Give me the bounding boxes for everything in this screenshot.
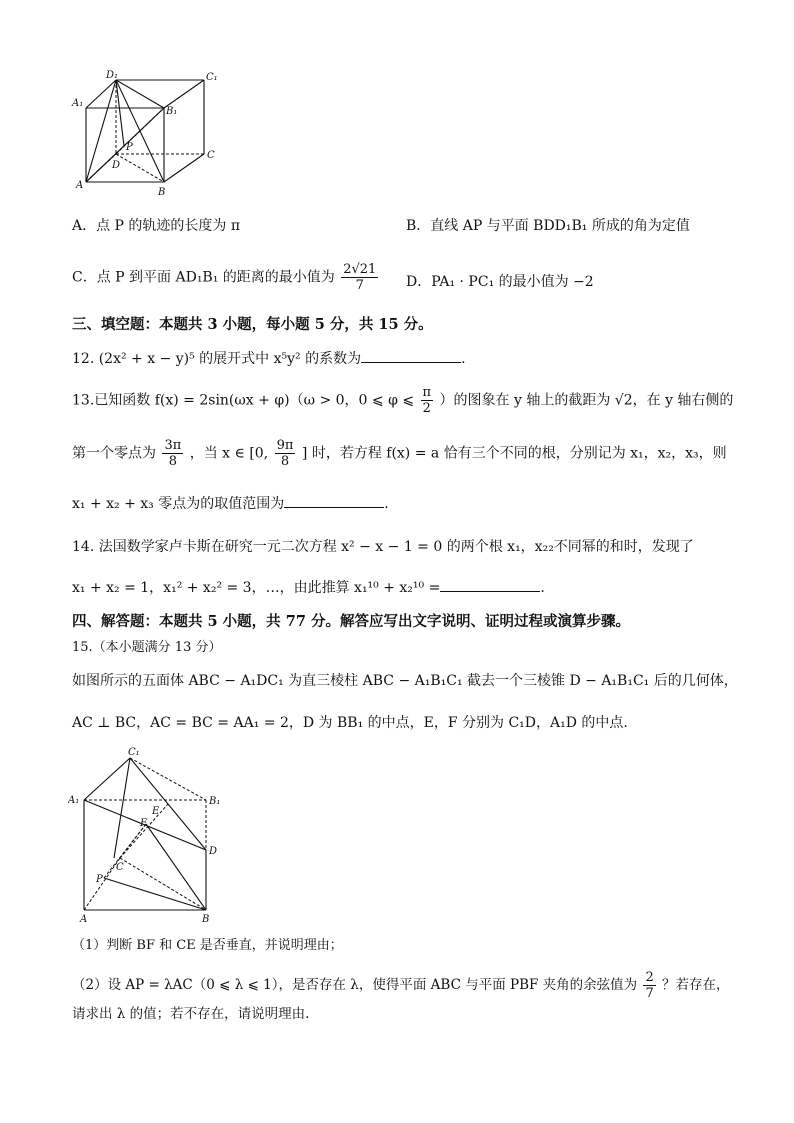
section-4-title: 四、解答题：本题共 5 小题，共 77 分。解答应写出文字说明、证明过程或演算步骤。 xyxy=(72,613,630,630)
q13-fraction-3pi-8 xyxy=(162,438,183,469)
fraction-denominator: 2 xyxy=(422,401,431,416)
question-15-head: 15.（本小题满分 13 分） xyxy=(72,640,222,655)
q15-part2-pre: （2）设 AP = λAC（0 ⩽ λ ⩽ 1），是否存在 λ，使得平面 ABC 与平面 PBF 夹角的余弦值为 xyxy=(72,977,638,993)
label-B1: B₁ xyxy=(209,796,221,807)
q15-part2-post: ？若存在， xyxy=(662,977,730,993)
q13-line1-pre: 13.已知函数 f(x) = 2sin(ωx + φ)（ω > 0，0 ⩽ φ ⩽ xyxy=(72,392,415,409)
label-F: F xyxy=(140,818,147,829)
question-14-line2 xyxy=(72,577,545,598)
q13-line1-post: ）的图象在 y 轴上的截距为 √2，在 y 轴右侧的 xyxy=(439,392,734,409)
label-A1: A₁ xyxy=(68,795,80,806)
question-12 xyxy=(72,348,466,369)
label-E: E xyxy=(152,806,160,817)
question-15-part1: （1）判断 BF 和 CE 是否垂直，并说明理由； xyxy=(72,938,343,953)
fraction-numerator: 9π xyxy=(276,438,294,453)
q13-end: . xyxy=(384,496,389,512)
q13-line2-pre: 第一个零点为 xyxy=(72,445,156,462)
q13-fraction-pi-2 xyxy=(421,385,434,416)
fraction-numerator: 2 xyxy=(645,970,654,985)
label-B: B xyxy=(202,914,210,925)
label-A: A xyxy=(80,914,88,925)
fraction-denominator: 7 xyxy=(645,986,654,1001)
q14-end: . xyxy=(540,580,545,596)
fraction-numerator: 3π xyxy=(164,438,182,453)
label-A: A xyxy=(76,180,84,191)
label-C1: C₁ xyxy=(128,747,140,758)
question-13-line1 xyxy=(72,385,733,416)
fraction-denominator: 8 xyxy=(168,454,177,469)
label-P: P xyxy=(96,874,103,885)
option-c-fraction xyxy=(341,262,378,293)
answer-blank-12[interactable] xyxy=(361,348,461,363)
fraction-denominator: 8 xyxy=(280,454,290,469)
answer-blank-14[interactable] xyxy=(440,577,540,592)
q14-line2-text: x₁ + x₂ = 1，x₁² + x₂² = 3，…，由此推算 x₁¹⁰ + x₂¹⁰ = xyxy=(72,580,441,596)
option-b: B．直线 AP 与平面 BDD₁B₁ 所成的角为定值 xyxy=(406,218,690,234)
q13-fraction-9pi-8 xyxy=(275,438,296,469)
question-13-line2 xyxy=(72,438,727,469)
label-D: D xyxy=(209,846,218,857)
fraction-numerator: π xyxy=(422,385,432,400)
q15-fraction-2-7 xyxy=(643,970,655,1001)
label-D: D xyxy=(112,160,121,171)
option-c-text: C．点 P 到平面 AD₁B₁ 的距离的最小值为 xyxy=(72,269,335,286)
q13-line3-text: x₁ + x₂ + x₃ 零点为的取值范围为 xyxy=(72,496,285,512)
label-B: B xyxy=(158,187,166,198)
question-15-line1: 如图所示的五面体 ABC − A₁DC₁ 为直三棱柱 ABC − A₁B₁C₁ 截去一个三棱锥 D − A₁B₁C₁ 后的几何体， xyxy=(72,673,738,689)
label-A1: A₁ xyxy=(72,98,84,109)
question-15-line2: AC ⊥ BC，AC = BC = AA₁ = 2，D 为 BB₁ 的中点，E，F 分别为 C₁D，A₁D 的中点. xyxy=(72,715,628,731)
question-14-line1: 14. 法国数学家卢卡斯在研究一元二次方程 x² − x − 1 = 0 的两个根 x₁，x₂₂不同幂的和时，发现了 xyxy=(72,539,694,555)
label-B1: B₁ xyxy=(166,106,178,117)
label-C: C xyxy=(207,150,215,161)
label-P: P xyxy=(126,142,133,153)
fraction-denominator: 7 xyxy=(355,278,364,293)
question-12-text: 12. (2x² + x − y)⁵ 的展开式中 x⁵y² 的系数为 xyxy=(72,351,362,367)
option-a: A．点 P 的轨迹的长度为 π xyxy=(72,218,241,234)
pentahedron-figure xyxy=(68,746,228,926)
cube-figure xyxy=(68,68,218,198)
q13-line2-post: ] 时，若方程 f(x) = a 恰有三个不同的根，分别记为 x₁，x₂，x₃，则 xyxy=(301,445,727,462)
fraction-numerator: 2√21 xyxy=(343,262,377,277)
option-d: D．PA₁ · PC₁ 的最小值为 −2 xyxy=(406,274,594,290)
section-3-title: 三、填空题：本题共 3 小题，每小题 5 分，共 15 分。 xyxy=(72,316,433,333)
label-C: C xyxy=(116,862,124,873)
question-13-line3 xyxy=(72,493,389,514)
q13-line2-mid: ，当 x ∈ [0, xyxy=(189,445,269,462)
question-15-part2 xyxy=(72,970,730,1001)
label-C1: C₁ xyxy=(206,72,218,83)
answer-blank-13[interactable] xyxy=(284,493,384,508)
label-D1: D₁ xyxy=(106,70,119,81)
question-12-end: . xyxy=(461,351,466,367)
question-15-part2-line2: 请求出 λ 的值；若不存在，请说明理由. xyxy=(72,1006,310,1022)
option-c xyxy=(72,262,380,293)
